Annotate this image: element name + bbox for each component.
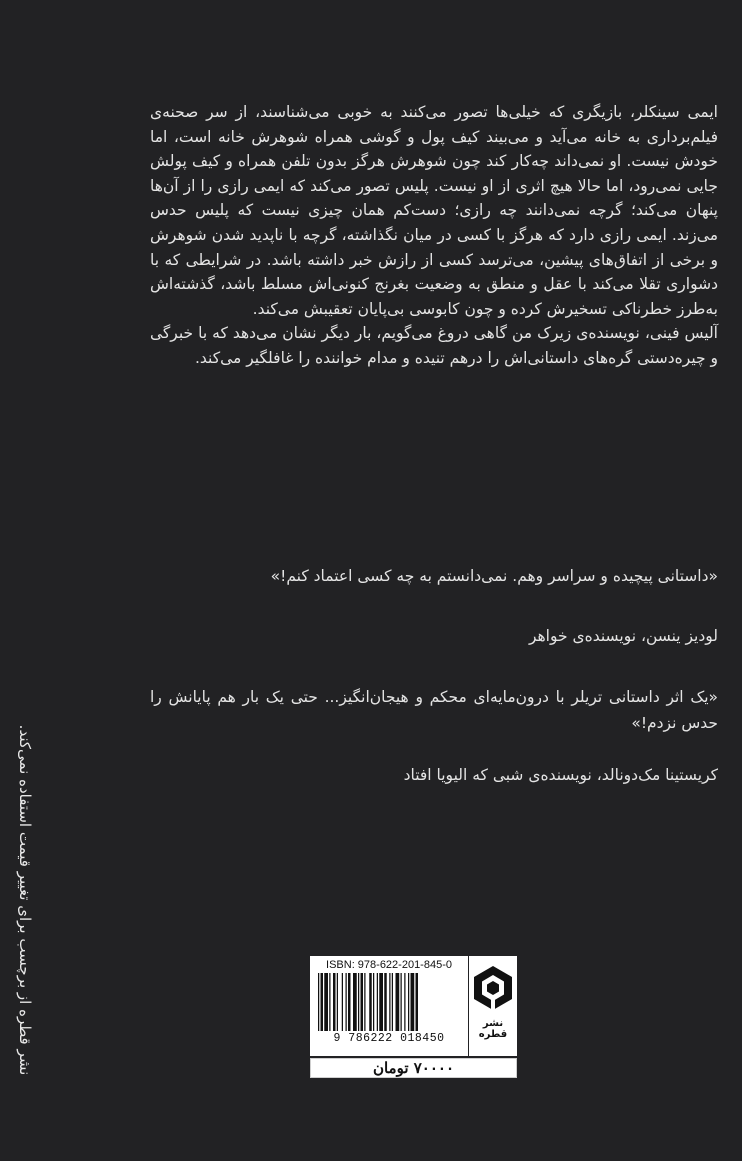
barcode-stripe [337, 973, 338, 1031]
barcode-stripe [364, 973, 365, 1031]
barcode-stripe [348, 973, 351, 1031]
review-attribution-2: کریستینا مک‌دونالد، نویسنده‌ی شبی که الیویا افتاد [403, 766, 718, 784]
barcode-stripe [346, 973, 347, 1031]
barcode-digits: 9 786222 018450 [333, 1032, 445, 1045]
drop-emblem-icon [469, 956, 517, 1016]
price-label-note-text: نشر قطره از برچسب برای تغییر قیمت استفاده نمی‌کند. [16, 724, 34, 1076]
barcode-bars [318, 973, 460, 1031]
isbn-text: ISBN: 978-622-201-845-0 [326, 959, 452, 971]
review-quote-1: «داستانی پیچیده و سراسر وهم. نمی‌دانستم به چه کسی اعتماد کنم!» [270, 567, 718, 585]
barcode-stripe [353, 973, 357, 1031]
barcode-stripe [321, 973, 324, 1031]
barcode-stripe [389, 973, 390, 1031]
price-label-note [4, 700, 46, 1100]
review-quote-2: «یک اثر داستانی تریلر با درون‌مایه‌ای محکم و هیجان‌انگیز... حتی یک بار هم پایانش را حدس نزدم!» [150, 688, 718, 732]
barcode-stripe [377, 973, 378, 1031]
barcode-stripe [373, 973, 374, 1031]
publisher-logo [469, 956, 517, 1056]
barcode-stripe [408, 973, 409, 1031]
blurb-paragraph-1: ایمی سینکلر، بازیگری که خیلی‌ها تصور می‌کنند به خوبی می‌شناسند، از سر صحنه‌ی فیلم‌برداری به خانه می‌آید و می‌بیند کیف پول و گوشی همراه شوهرش خانه است، اما خودش نیست. او نمی‌داند چه‌کار کند چون شوهرش هرگز بدون تلفن همراه و کیف پولش جایی نمی‌رود، اما حالا هیچ اثری از او نیست. پلیس تصور می‌کند که ایمی رازی را از آن‌ها پنهان می‌کند؛ گرچه نمی‌دانند چه رازی؛ دست‌کم همان چیزی نیست که پلیس حدس می‌زند. ایمی رازی دارد که هرگز با کسی در میان نگذاشته، گرچه با ناپدید شدن شوهرش و برخی از اتفاق‌های پیشین، می‌ترسد کسی از رازش خبر داشته باشد. در شرایطی که با دشواری تقلا می‌کند با عقل و منطق به وضعیت بغرنج کنونی‌اش مسلط باشد، گذشته‌اش به‌طرز خطرناکی تسخیرش کرده و چون کابوسی بی‌پایان تعقیبش می‌کند. [150, 103, 718, 318]
barcode-stripe [333, 973, 336, 1031]
blurb [150, 100, 718, 371]
barcode-stripe [342, 973, 343, 1031]
barcode-stripe [329, 973, 330, 1031]
blurb-paragraph-2: آلیس فینی، نویسنده‌ی زیرک من گاهی دروغ می‌گویم، بار دیگر نشان می‌دهد که با خبرگی و چیره‌دستی گره‌های داستانی‌اش را درهم تنیده و مدام خواننده را غافلگیر می‌کند. [150, 324, 718, 367]
barcode-stripe [361, 973, 364, 1031]
barcode-stripe [396, 973, 400, 1031]
barcode-stripe [379, 973, 383, 1031]
barcode-stripe [411, 973, 415, 1031]
barcode-stripe [384, 973, 387, 1031]
barcode-stripe [404, 973, 405, 1031]
barcode-stripe [392, 973, 393, 1031]
barcode-stripe [324, 973, 328, 1031]
price-tag: ۷۰۰۰۰ تومان [310, 1058, 517, 1078]
barcode-label [310, 956, 468, 1056]
publisher-name: نشر قطره [478, 1018, 508, 1040]
review-attribution-1: لودیز ینسن، نویسنده‌ی خواهر [528, 627, 718, 645]
barcode-stripe [416, 973, 419, 1031]
barcode-stripe [358, 973, 359, 1031]
barcode-stripe [369, 973, 372, 1031]
barcode-stripe [318, 973, 319, 1031]
barcode-stripe [401, 973, 402, 1031]
